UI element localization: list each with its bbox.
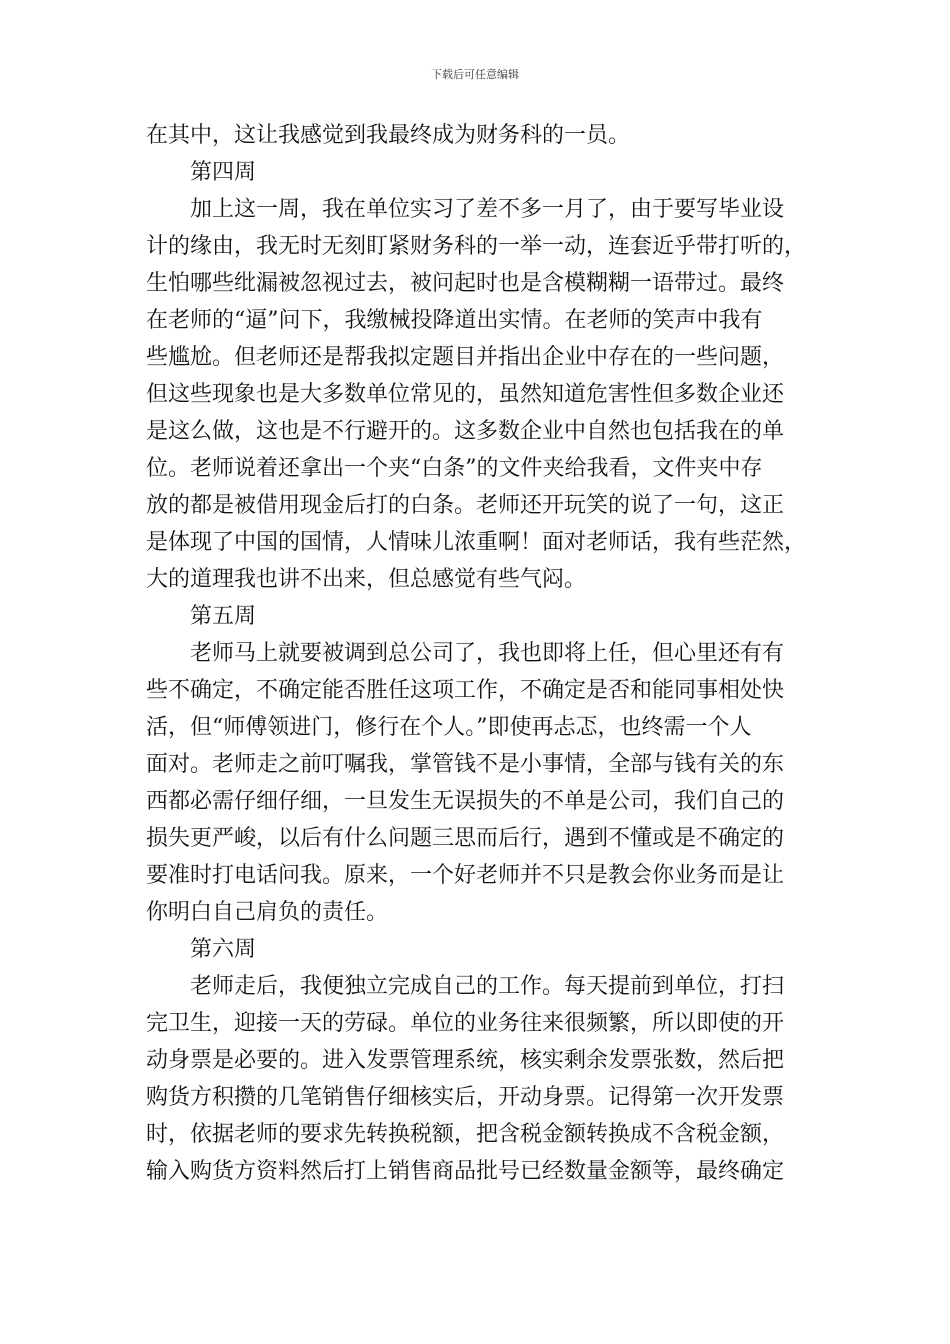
text-line: 位。老师说着还拿出一个夹“白条”的文件夹给我看，文件夹中存 — [146, 456, 763, 481]
text-line: 是这么做，这也是不行避开的。这多数企业中自然也包括我在的单 — [146, 419, 785, 444]
text-line: 在老师的“逼”问下，我缴械投降道出实情。在老师的笑声中我有 — [146, 308, 763, 333]
text-line: 损失更严峻，以后有什么问题三思而后行，遇到不懂或是不确定的 — [146, 826, 785, 851]
text-line: 购货方积攒的几笔销售仔细核实后，开动身票。记得第一次开发票 — [146, 1085, 785, 1110]
section-heading-week6: 第六周 — [190, 937, 257, 962]
text-line: 西都必需仔细仔细，一旦发生无误损失的不单是公司，我们自己的 — [146, 789, 785, 814]
text-line: 加上这一周，我在单位实习了差不多一月了，由于要写毕业设 — [190, 197, 785, 222]
text-line: 输入购货方资料然后打上销售商品批号已经数量金额等，最终确定 — [146, 1159, 785, 1184]
text-line: 老师走后，我便独立完成自己的工作。每天提前到单位，打扫 — [190, 974, 785, 999]
text-line: 计的缘由，我无时无刻盯紧财务科的一举一动，连套近乎带打听的， — [146, 234, 807, 259]
text-line: 完卫生，迎接一天的劳碌。单位的业务往来很频繁，所以即使的开 — [146, 1011, 785, 1036]
text-line: 放的都是被借用现金后打的白条。老师还开玩笑的说了一句，这正 — [146, 493, 785, 518]
text-line: 面对。老师走之前叮嘱我，掌管钱不是小事情，全部与钱有关的东 — [146, 752, 785, 777]
page-header-note: 下载后可任意编辑 — [431, 68, 519, 81]
text-line: 时，依据老师的要求先转换税额，把含税金额转换成不含税金额， — [146, 1122, 785, 1147]
section-heading-week5: 第五周 — [190, 604, 257, 629]
text-line: 老师马上就要被调到总公司了，我也即将上任，但心里还有有 — [190, 641, 785, 666]
text-line: 动身票是必要的。进入发票管理系统，核实剩余发票张数，然后把 — [146, 1048, 785, 1073]
text-line: 生怕哪些纰漏被忽视过去，被问起时也是含模糊糊一语带过。最终 — [146, 271, 785, 296]
text-line: 大的道理我也讲不出来，但总感觉有些气闷。 — [146, 567, 587, 592]
section-heading-week4: 第四周 — [190, 160, 257, 185]
text-line: 但这些现象也是大多数单位常见的，虽然知道危害性但多数企业还 — [146, 382, 785, 407]
text-line: 你明白自己肩负的责任。 — [146, 900, 389, 925]
text-line: 在其中，这让我感觉到我最终成为财务科的一员。 — [146, 123, 631, 148]
text-line: 要准时打电话问我。原来，一个好老师并不只是教会你业务而是让 — [146, 863, 785, 888]
text-line: 些不确定，不确定能否胜任这项工作，不确定是否和能同事相处快 — [146, 678, 785, 703]
text-line: 活，但“师傅领进门，修行在个人。”即使再忐忑，也终需一个人 — [146, 715, 752, 740]
text-line: 是体现了中国的国情，人情味儿浓重啊！面对老师话，我有些茫然， — [146, 530, 807, 555]
text-line: 些尴尬。但老师还是帮我拟定题目并指出企业中存在的一些问题， — [146, 345, 785, 370]
